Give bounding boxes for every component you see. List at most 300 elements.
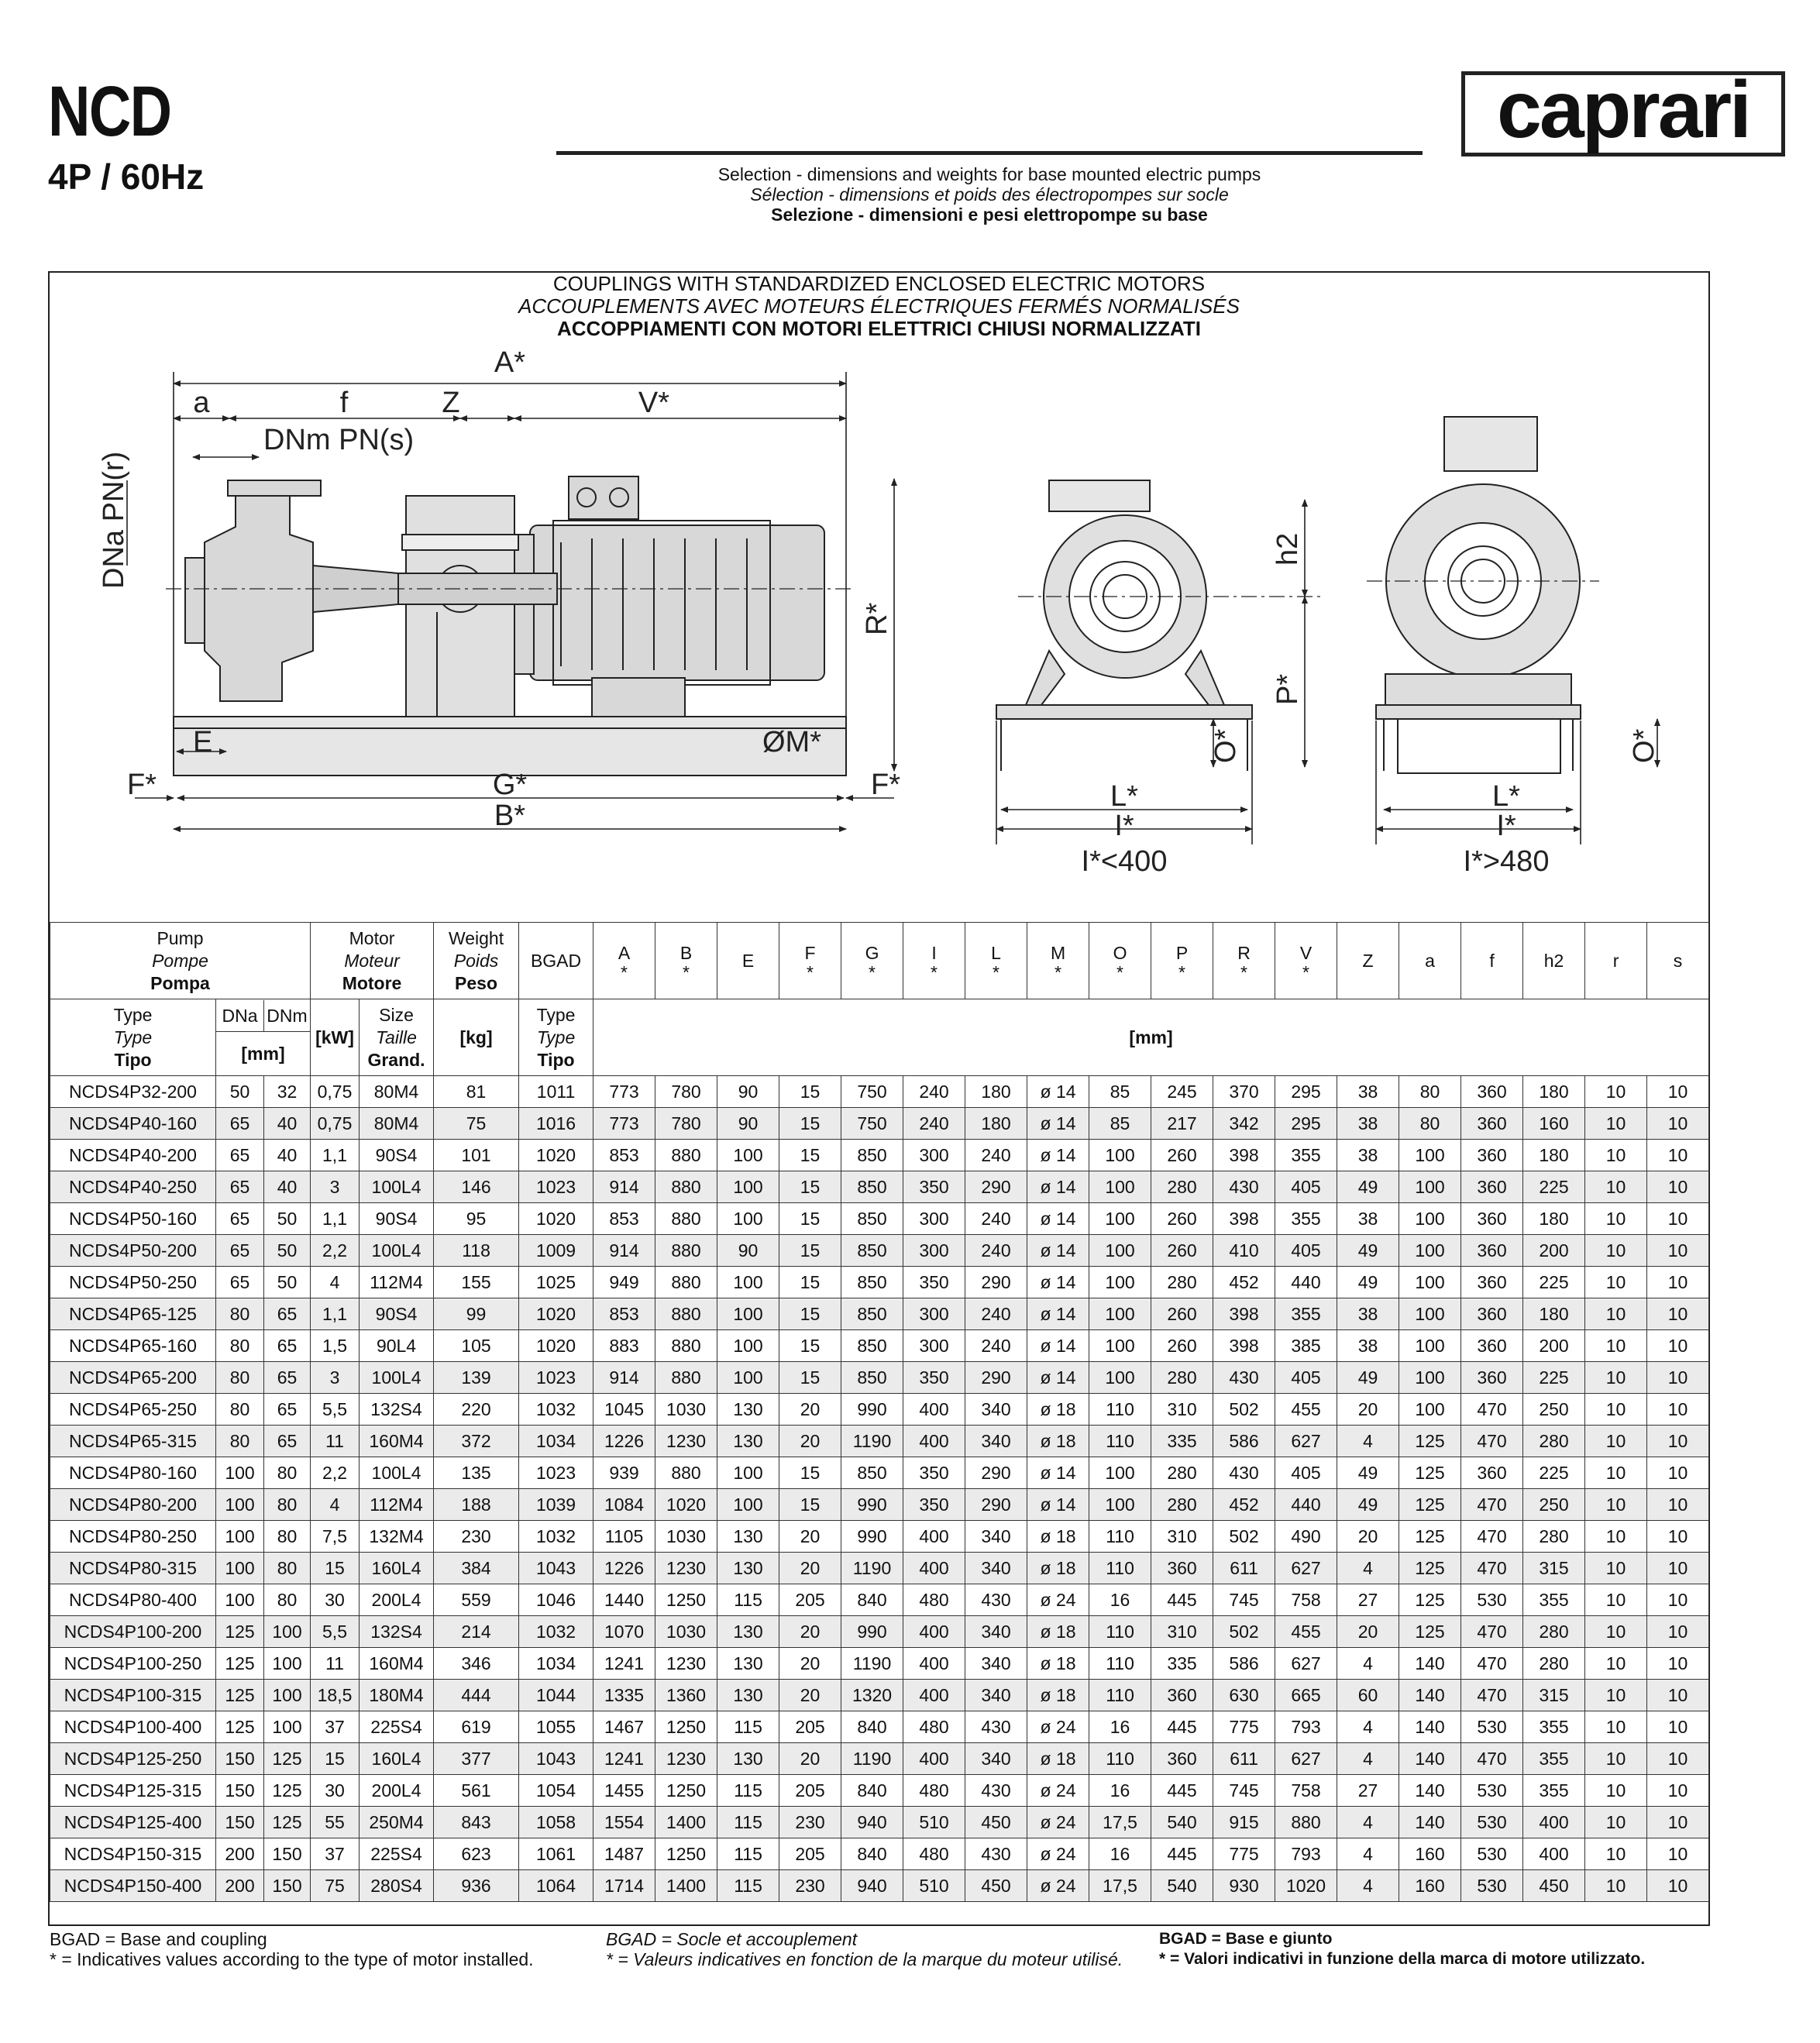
table-cell: 5,5 (311, 1394, 360, 1426)
table-cell: NCDS4P80-315 (50, 1553, 216, 1584)
table-cell: 405 (1275, 1235, 1337, 1267)
table-cell: 384 (434, 1553, 519, 1584)
table-cell: 260 (1151, 1298, 1213, 1330)
dim-asterisk: * (869, 961, 876, 982)
table-cell: 10 (1585, 1140, 1647, 1171)
table-cell: 75 (311, 1870, 360, 1902)
kg-header: [kg] (434, 999, 519, 1076)
table-cell: 880 (655, 1330, 717, 1362)
table-cell: 80 (264, 1553, 311, 1584)
table-cell: NCDS4P50-200 (50, 1235, 216, 1267)
table-cell: 100 (1089, 1140, 1151, 1171)
table-cell: 20 (779, 1553, 841, 1584)
table-cell: 470 (1461, 1648, 1523, 1680)
table-cell: NCDS4P40-160 (50, 1108, 216, 1140)
table-cell: 370 (1213, 1076, 1275, 1108)
footer-fr (606, 1929, 1123, 1969)
table-cell: 180 (965, 1108, 1027, 1140)
table-cell: 15 (779, 1203, 841, 1235)
table-cell: 4 (1337, 1553, 1399, 1584)
size-header (360, 999, 434, 1076)
table-cell: 10 (1647, 1140, 1709, 1171)
table-cell: 230 (434, 1521, 519, 1553)
table-cell: 65 (264, 1426, 311, 1457)
table-cell: 90L4 (360, 1330, 434, 1362)
selection-text (556, 164, 1423, 225)
table-cell: 455 (1275, 1394, 1337, 1426)
table-cell: 50 (264, 1203, 311, 1235)
table-cell: 540 (1151, 1870, 1213, 1902)
dim-asterisk: * (1116, 961, 1123, 982)
table-cell: 280 (1523, 1616, 1585, 1648)
table-cell: 1241 (593, 1743, 655, 1775)
table-cell: 110 (1089, 1648, 1151, 1680)
table-cell: 4 (1337, 1870, 1399, 1902)
table-cell: ø 14 (1027, 1489, 1089, 1521)
dim-letter: f (1489, 950, 1495, 971)
table-cell: 335 (1151, 1648, 1213, 1680)
table-cell: 132S4 (360, 1616, 434, 1648)
table-cell: 155 (434, 1267, 519, 1298)
table-row (50, 1521, 1709, 1553)
caption-it: ACCOPPIAMENTI CON MOTORI ELETTRICI CHIUSI NORMALIZZATI (556, 317, 1201, 340)
table-cell: 502 (1213, 1616, 1275, 1648)
table-cell: 65 (264, 1298, 311, 1330)
table-cell: 40 (264, 1140, 311, 1171)
table-cell: 1230 (655, 1743, 717, 1775)
table-cell: 80 (264, 1457, 311, 1489)
table-cell: 130 (717, 1616, 779, 1648)
dim-asterisk: * (1240, 961, 1247, 982)
table-cell: 7,5 (311, 1521, 360, 1553)
type-header (50, 999, 216, 1076)
table-cell: 452 (1213, 1489, 1275, 1521)
table-cell: 400 (903, 1553, 965, 1584)
table-cell: 355 (1275, 1298, 1337, 1330)
table-cell: 10 (1647, 1553, 1709, 1584)
model-title: NCD (48, 72, 171, 151)
table-cell: 20 (1337, 1521, 1399, 1553)
mm-unit-header: [mm] (593, 999, 1709, 1076)
table-cell: 125 (1399, 1616, 1461, 1648)
table-cell: 850 (841, 1330, 903, 1362)
selection-en: Selection - dimensions and weights for base mounted electric pumps (717, 164, 1261, 184)
table-cell: 586 (1213, 1648, 1275, 1680)
table-cell: 445 (1151, 1838, 1213, 1870)
table-cell: 10 (1585, 1680, 1647, 1711)
table-cell: 225 (1523, 1362, 1585, 1394)
table-cell: 260 (1151, 1330, 1213, 1362)
table-cell: NCDS4P50-250 (50, 1267, 216, 1298)
table-cell: 470 (1461, 1521, 1523, 1553)
table-cell: 586 (1213, 1426, 1275, 1457)
table-cell: 502 (1213, 1521, 1275, 1553)
label-E: E (193, 726, 213, 758)
table-cell: 100 (1399, 1203, 1461, 1235)
dim-letter: Z (1362, 950, 1374, 971)
table-cell: 81 (434, 1076, 519, 1108)
table-cell: 843 (434, 1807, 519, 1838)
table-cell: 350 (903, 1489, 965, 1521)
table-cell: 0,75 (311, 1108, 360, 1140)
table-row (50, 1362, 1709, 1394)
table-cell: 118 (434, 1235, 519, 1267)
table-cell: ø 24 (1027, 1870, 1089, 1902)
table-row (50, 1489, 1709, 1521)
table-cell: 225 (1523, 1171, 1585, 1203)
table-cell: 10 (1585, 1553, 1647, 1584)
table-cell: 100 (264, 1711, 311, 1743)
table-cell: 200L4 (360, 1584, 434, 1616)
table-cell: 110 (1089, 1616, 1151, 1648)
table-cell: 225 (1523, 1457, 1585, 1489)
table-cell: 350 (903, 1171, 965, 1203)
table-cell: 1030 (655, 1616, 717, 1648)
table-cell: 440 (1275, 1267, 1337, 1298)
table-cell: 205 (779, 1711, 841, 1743)
table-cell: 340 (965, 1521, 1027, 1553)
table-cell: NCDS4P65-315 (50, 1426, 216, 1457)
table-cell: 160M4 (360, 1426, 434, 1457)
table-cell: 130 (717, 1394, 779, 1426)
table-cell: 1030 (655, 1521, 717, 1553)
table-cell: 340 (965, 1426, 1027, 1457)
table-cell: 295 (1275, 1108, 1337, 1140)
table-cell: 15 (779, 1076, 841, 1108)
table-cell: 630 (1213, 1680, 1275, 1711)
table-cell: 140 (1399, 1680, 1461, 1711)
table-cell: 627 (1275, 1426, 1337, 1457)
table-cell: 340 (965, 1743, 1027, 1775)
table-cell: 1250 (655, 1838, 717, 1870)
kw-header: [kW] (311, 999, 360, 1076)
table-cell: 15 (779, 1489, 841, 1521)
table-cell: 100 (1089, 1171, 1151, 1203)
dim-header (1337, 923, 1399, 999)
table-cell: 100 (1089, 1235, 1151, 1267)
table-cell: 1,1 (311, 1203, 360, 1235)
table-cell: 20 (1337, 1616, 1399, 1648)
table-cell: 160M4 (360, 1648, 434, 1680)
table-cell: 1034 (519, 1426, 593, 1457)
table-cell: 100 (1089, 1267, 1151, 1298)
table-cell: 130 (717, 1743, 779, 1775)
label-B: B* (494, 800, 526, 832)
table-cell: 100L4 (360, 1457, 434, 1489)
table-cell: 225S4 (360, 1711, 434, 1743)
table-cell: 150 (216, 1807, 264, 1838)
table-cell: 280 (1151, 1457, 1213, 1489)
table-cell: 1,1 (311, 1140, 360, 1171)
table-cell: 530 (1461, 1584, 1523, 1616)
table-cell: 125 (216, 1711, 264, 1743)
table-cell: 15 (779, 1457, 841, 1489)
table-cell: 260 (1151, 1140, 1213, 1171)
table-cell: 10 (1585, 1457, 1647, 1489)
table-cell: 10 (1585, 1235, 1647, 1267)
table-cell: 100 (717, 1489, 779, 1521)
table-cell: 125 (1399, 1426, 1461, 1457)
table-cell: 220 (434, 1394, 519, 1426)
dim-header (1585, 923, 1647, 999)
table-cell: 310 (1151, 1521, 1213, 1553)
table-cell: 470 (1461, 1616, 1523, 1648)
table-cell: 1190 (841, 1426, 903, 1457)
table-cell: 346 (434, 1648, 519, 1680)
table-cell: 125 (1399, 1489, 1461, 1521)
table-cell: 10 (1647, 1426, 1709, 1457)
table-cell: 350 (903, 1457, 965, 1489)
table-cell: 290 (965, 1267, 1027, 1298)
table-cell: 880 (655, 1457, 717, 1489)
dim-header (1089, 923, 1151, 999)
table-cell: 115 (717, 1838, 779, 1870)
dim-letter: A (618, 942, 631, 963)
table-cell: 140 (1399, 1743, 1461, 1775)
table-cell: 200 (1523, 1235, 1585, 1267)
table-cell: ø 24 (1027, 1775, 1089, 1807)
table-cell: 1016 (519, 1108, 593, 1140)
table-cell: NCDS4P65-200 (50, 1362, 216, 1394)
label-V: V* (638, 387, 670, 419)
table-cell: 38 (1337, 1298, 1399, 1330)
table-cell: 400 (903, 1426, 965, 1457)
table-cell: 360 (1461, 1140, 1523, 1171)
table-cell: 340 (965, 1680, 1027, 1711)
dim-asterisk: * (993, 961, 999, 982)
table-cell: 300 (903, 1298, 965, 1330)
table-cell: 125 (1399, 1584, 1461, 1616)
table-cell: 17,5 (1089, 1870, 1151, 1902)
table-cell: 627 (1275, 1743, 1337, 1775)
size-it: Grand. (367, 1049, 425, 1070)
table-cell: 2,2 (311, 1235, 360, 1267)
table-row (50, 1680, 1709, 1711)
table-cell: 430 (1213, 1457, 1275, 1489)
table-cell: 60 (1337, 1680, 1399, 1711)
table-cell: 15 (311, 1553, 360, 1584)
table-row (50, 1394, 1709, 1426)
table-cell: 398 (1213, 1203, 1275, 1235)
table-cell: 205 (779, 1775, 841, 1807)
table-cell: 65 (216, 1235, 264, 1267)
table-cell: 1020 (655, 1489, 717, 1521)
table-cell: 65 (216, 1140, 264, 1171)
table-cell: 38 (1337, 1108, 1399, 1140)
table-cell: 250M4 (360, 1807, 434, 1838)
table-cell: 260 (1151, 1235, 1213, 1267)
table-cell: 850 (841, 1457, 903, 1489)
table-cell: 405 (1275, 1362, 1337, 1394)
table-cell: 20 (779, 1616, 841, 1648)
table-cell: 100 (717, 1457, 779, 1489)
table-cell: 139 (434, 1362, 519, 1394)
table-cell: 1226 (593, 1426, 655, 1457)
table-cell: 100 (717, 1362, 779, 1394)
dim-header (1523, 923, 1585, 999)
table-cell: 101 (434, 1140, 519, 1171)
table-cell: 880 (655, 1362, 717, 1394)
table-cell: ø 18 (1027, 1743, 1089, 1775)
table-cell: ø 24 (1027, 1584, 1089, 1616)
table-cell: 150 (264, 1838, 311, 1870)
table-cell: 880 (655, 1140, 717, 1171)
table-cell: 200L4 (360, 1775, 434, 1807)
table-cell: 990 (841, 1616, 903, 1648)
table-cell: 260 (1151, 1203, 1213, 1235)
table-cell: 400 (1523, 1807, 1585, 1838)
table-cell: 100 (216, 1457, 264, 1489)
table-cell: NCDS4P100-250 (50, 1648, 216, 1680)
table-cell: 665 (1275, 1680, 1337, 1711)
table-cell: 480 (903, 1584, 965, 1616)
table-cell: 1226 (593, 1553, 655, 1584)
table-row (50, 1267, 1709, 1298)
table-cell: 400 (903, 1616, 965, 1648)
table-cell: 1034 (519, 1648, 593, 1680)
table-cell: 110 (1089, 1743, 1151, 1775)
table-cell: 180 (1523, 1203, 1585, 1235)
table-cell: 750 (841, 1076, 903, 1108)
table-row (50, 1711, 1709, 1743)
label-DNm: DNm PN(s) (263, 424, 415, 456)
dim-header (1461, 923, 1523, 999)
table-cell: 1440 (593, 1584, 655, 1616)
table-cell: 1400 (655, 1870, 717, 1902)
table-cell: 37 (311, 1711, 360, 1743)
dim-asterisk: * (807, 961, 814, 982)
table-cell: 10 (1585, 1648, 1647, 1680)
motor-en: Motor (349, 927, 395, 948)
table-cell: 355 (1523, 1584, 1585, 1616)
table-cell: NCDS4P80-160 (50, 1457, 216, 1489)
table-cell: 1250 (655, 1584, 717, 1616)
table-cell: 530 (1461, 1870, 1523, 1902)
table-cell: 310 (1151, 1616, 1213, 1648)
table-cell: 16 (1089, 1838, 1151, 1870)
dim-letter: s (1673, 950, 1683, 971)
table-cell: NCDS4P40-200 (50, 1140, 216, 1171)
label-OM: ØM* (762, 726, 821, 758)
table-cell: 90 (717, 1235, 779, 1267)
dim-letter: F (804, 942, 816, 963)
table-cell: 880 (655, 1203, 717, 1235)
brand-logo (1461, 65, 1785, 156)
table-cell: 240 (965, 1140, 1027, 1171)
table-cell: 10 (1585, 1711, 1647, 1743)
table-cell: 160 (1399, 1870, 1461, 1902)
label-a: a (193, 387, 210, 419)
table-cell: 853 (593, 1203, 655, 1235)
table-cell: 360 (1151, 1553, 1213, 1584)
dim-letter: I (931, 942, 937, 963)
table-cell: 16 (1089, 1711, 1151, 1743)
table-cell: 11 (311, 1426, 360, 1457)
label-G: G* (492, 769, 528, 801)
table-cell: 405 (1275, 1171, 1337, 1203)
type-it: Tipo (114, 1049, 152, 1070)
table-cell: 360 (1461, 1076, 1523, 1108)
table-cell: 340 (965, 1394, 1027, 1426)
table-cell: NCDS4P50-160 (50, 1203, 216, 1235)
table-cell: 240 (903, 1108, 965, 1140)
label-I-right: I* (1496, 810, 1516, 842)
table-cell: 100 (1089, 1330, 1151, 1362)
table-row (50, 1108, 1709, 1140)
table-cell: 38 (1337, 1140, 1399, 1171)
table-cell: 10 (1647, 1743, 1709, 1775)
table-cell: 130 (717, 1553, 779, 1584)
table-cell: 280 (1151, 1362, 1213, 1394)
table-cell: 37 (311, 1838, 360, 1870)
table-cell: 15 (779, 1267, 841, 1298)
table-cell: ø 14 (1027, 1235, 1089, 1267)
table-cell: 377 (434, 1743, 519, 1775)
table-cell: 49 (1337, 1171, 1399, 1203)
table-cell: 10 (1647, 1838, 1709, 1870)
table-cell: 1054 (519, 1775, 593, 1807)
table-cell: ø 24 (1027, 1711, 1089, 1743)
table-row (50, 1330, 1709, 1362)
table-cell: 360 (1151, 1680, 1213, 1711)
table-cell: 90S4 (360, 1140, 434, 1171)
table-cell: 940 (841, 1807, 903, 1838)
table-cell: 10 (1585, 1521, 1647, 1553)
table-cell: 853 (593, 1298, 655, 1330)
table-cell: 80 (216, 1298, 264, 1330)
table-cell: 65 (264, 1362, 311, 1394)
table-cell: 430 (965, 1838, 1027, 1870)
table-cell: 290 (965, 1489, 1027, 1521)
dim-asterisk: * (683, 961, 690, 982)
table-cell: 10 (1647, 1076, 1709, 1108)
table-cell: 250 (1523, 1394, 1585, 1426)
table-cell: 11 (311, 1648, 360, 1680)
table-cell: 360 (1461, 1362, 1523, 1394)
table-cell: 230 (779, 1870, 841, 1902)
brand-logo-text: caprari (1497, 65, 1749, 155)
header-row-2 (50, 999, 1709, 1076)
table-cell: 90S4 (360, 1203, 434, 1235)
dn-header (216, 999, 311, 1076)
dim-asterisk: * (1054, 961, 1061, 982)
table-cell: 360 (1461, 1203, 1523, 1235)
table-cell: 115 (717, 1870, 779, 1902)
table-cell: 20 (779, 1521, 841, 1553)
table-cell: ø 14 (1027, 1171, 1089, 1203)
table-row (50, 1838, 1709, 1870)
table-cell: 1043 (519, 1553, 593, 1584)
table-cell: 10 (1647, 1521, 1709, 1553)
table-cell: 15 (779, 1362, 841, 1394)
table-cell: 400 (903, 1521, 965, 1553)
table-cell: 65 (216, 1267, 264, 1298)
table-cell: 100 (216, 1489, 264, 1521)
table-cell: 360 (1461, 1171, 1523, 1203)
table-cell: 110 (1089, 1394, 1151, 1426)
table-cell: 360 (1461, 1330, 1523, 1362)
table-cell: 100 (1399, 1394, 1461, 1426)
table-cell: 205 (779, 1584, 841, 1616)
table-cell: 400 (1523, 1838, 1585, 1870)
table-cell: 1230 (655, 1426, 717, 1457)
table-cell: 230 (779, 1807, 841, 1838)
table-cell: 50 (264, 1235, 311, 1267)
dim-letter: R (1237, 942, 1251, 963)
table-cell: 110 (1089, 1680, 1151, 1711)
table-cell: 112M4 (360, 1489, 434, 1521)
table-row (50, 1553, 1709, 1584)
